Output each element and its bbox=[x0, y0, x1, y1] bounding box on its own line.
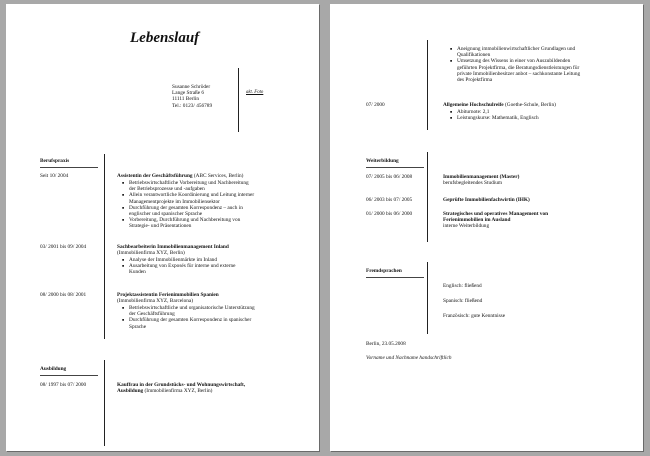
list-item-text: des Projektfirma bbox=[457, 77, 493, 84]
training-3-date: 01/ 2000 bis 06/ 2000 bbox=[366, 211, 413, 217]
column-divider bbox=[104, 360, 105, 446]
list-item: ■ Aneignung immobilienwirtschaftlicher Grundlagen und bbox=[450, 46, 580, 52]
list-item-text: private Immobilienbesitzer anbot – sachkonstante Leitung bbox=[457, 70, 581, 77]
list-item-text: Strategie- und Präsentationen bbox=[129, 223, 192, 230]
training-2-title: Geprüfte Immobilienfachwirtin (IHK) bbox=[443, 197, 530, 203]
section-berufspraxis: Berufspraxis bbox=[40, 158, 70, 164]
list-item-text: der Geschäftsführung bbox=[129, 311, 175, 318]
list-item: ■ Leistungskurse: Mathematik, Englisch bbox=[450, 115, 539, 121]
list-item: ■ Durchführung der gesamten Korrespondenz in spanischer bbox=[122, 317, 255, 323]
job-3-title: Projektassistentin Ferienimmobilien Spanien bbox=[117, 292, 219, 298]
address-street: Lange Straße 6 bbox=[172, 90, 205, 97]
training-3-title2: Ferienimmobilien im Ausland bbox=[443, 217, 511, 223]
training-1-title: Immobilienmanagement (Master) bbox=[443, 174, 520, 180]
school-org: (Goethe-Schule, Berlin) bbox=[503, 102, 556, 108]
training-1-sub: berufsbegleitendes Studium bbox=[443, 180, 502, 186]
list-item: ■ Ausarbeitung von Exposés für interne und externe bbox=[122, 263, 236, 269]
address-divider bbox=[238, 68, 239, 132]
job-2-bullets bbox=[122, 257, 236, 276]
list-item-text: Managementprojekte im Immobiliensektor bbox=[129, 198, 220, 205]
job-1-heading bbox=[117, 173, 243, 179]
language-french: Französisch: gute Kenntnisse bbox=[443, 313, 506, 319]
job-1-date: Seit 10/ 2004 bbox=[40, 173, 69, 179]
job-3-bullets bbox=[122, 305, 255, 330]
education-date: 08/ 1997 bis 07/ 2000 bbox=[40, 382, 87, 388]
section-rule bbox=[40, 167, 98, 168]
job-3-org: (Immobilienfirma XYZ, Barcelona) bbox=[117, 298, 194, 304]
list-item-text: englischer und spanischer Sprache bbox=[129, 211, 203, 218]
school-bullets bbox=[450, 109, 539, 121]
list-item-text: der Betriebsprozesse und -aufgaben bbox=[129, 186, 205, 193]
language-english: Englisch: fließend bbox=[443, 283, 482, 289]
top-bullets bbox=[450, 46, 580, 83]
job-1-title: Assistentin der Geschäftsführung bbox=[117, 173, 193, 179]
address-phone: Tel.: 0123/ 456789 bbox=[172, 102, 213, 109]
school-heading bbox=[443, 102, 556, 108]
address-block bbox=[172, 84, 212, 109]
list-item: ■ Abiturnote: 2,1 bbox=[450, 109, 539, 115]
list-item-cont bbox=[450, 77, 580, 83]
place-date: Berlin, 23.05.2008 bbox=[366, 341, 406, 347]
training-3-sub: interne Weiterbildung bbox=[443, 223, 490, 229]
photo-placeholder: akt. Foto bbox=[246, 90, 264, 95]
section-ausbildung: Ausbildung bbox=[40, 366, 67, 372]
section-rule bbox=[366, 277, 424, 278]
list-item: ■ Allein verantwortliche Koordinierung und Leitung interner bbox=[122, 192, 254, 198]
education-org: (Immobilienfirma XYZ, Berlin) bbox=[143, 388, 213, 394]
page-2 bbox=[330, 4, 643, 451]
job-1-org: (ABC Services, Berlin) bbox=[192, 173, 244, 179]
school-title: Allgemeine Hochschulreife bbox=[443, 102, 504, 108]
section-fremdsprachen: Fremdsprachen bbox=[366, 268, 402, 274]
education-line2 bbox=[117, 388, 212, 394]
page-title: Lebenslauf bbox=[130, 30, 200, 46]
list-item: ■ Durchführung der gesamten Korrespondenz – auch in bbox=[122, 205, 254, 211]
training-2-date: 06/ 2003 bis 07/ 2005 bbox=[366, 197, 413, 203]
job-3-date: 08/ 2000 bis 08/ 2001 bbox=[40, 292, 87, 298]
section-weiterbildung: Weiterbildung bbox=[366, 158, 399, 164]
language-spanish: Spanisch: fließend bbox=[443, 298, 483, 304]
list-item-text: Sprache bbox=[129, 323, 147, 330]
school-date: 07/ 2000 bbox=[366, 102, 385, 108]
training-1-date: 07/ 2005 bis 06/ 2008 bbox=[366, 174, 413, 180]
job-2-date: 03/ 2001 bis 09/ 2004 bbox=[40, 244, 87, 250]
list-item: ■ Vorbereitung, Durchführung und Nachbereitung von bbox=[122, 217, 254, 223]
column-divider bbox=[427, 40, 428, 130]
page-1 bbox=[6, 4, 319, 451]
list-item: ■ Betriebswirtschaftliche Vorbereitung und Nachbereitung bbox=[122, 180, 254, 186]
list-item-cont bbox=[122, 324, 255, 330]
column-divider bbox=[104, 154, 105, 339]
address-name: Susanne Schröder bbox=[172, 84, 211, 90]
address-city: 11111 Berlin bbox=[172, 96, 200, 103]
signature-line: Vorname und Nachname handschriftlich bbox=[366, 355, 452, 361]
list-item-text: geführten Projektfirma, die Beratungsdienstleistungen für bbox=[457, 64, 580, 71]
job-2-title: Sachbearbeiterin Immobilienmanagement Inland bbox=[117, 244, 229, 250]
education-title2: Ausbildung bbox=[117, 388, 144, 394]
list-item-text: Kunden bbox=[129, 269, 146, 276]
list-item: ■ Umsetzung des Wissens in einer von Auszubildenden bbox=[450, 58, 580, 64]
list-item: ■ Analyse der Immobilienmärkte im Inland bbox=[122, 257, 236, 263]
list-item: ■ Betriebswirtschaftliche und organisatorische Unterstützung bbox=[122, 305, 255, 311]
job-1-bullets bbox=[122, 180, 254, 230]
section-rule bbox=[366, 167, 424, 168]
list-item-cont bbox=[122, 269, 236, 275]
list-item-cont bbox=[122, 223, 254, 229]
job-2-org: (Immobilienfirma XYZ, Berlin) bbox=[117, 250, 185, 256]
section-rule bbox=[40, 375, 98, 376]
list-item-text: Qualifikationen bbox=[457, 52, 491, 59]
column-divider bbox=[427, 262, 428, 334]
education-title: Kauffrau in der Grundstücks- und Wohnungswirtschaft, bbox=[117, 382, 246, 388]
training-3-title: Strategisches und operatives Management von bbox=[443, 211, 549, 217]
column-divider bbox=[427, 152, 428, 242]
